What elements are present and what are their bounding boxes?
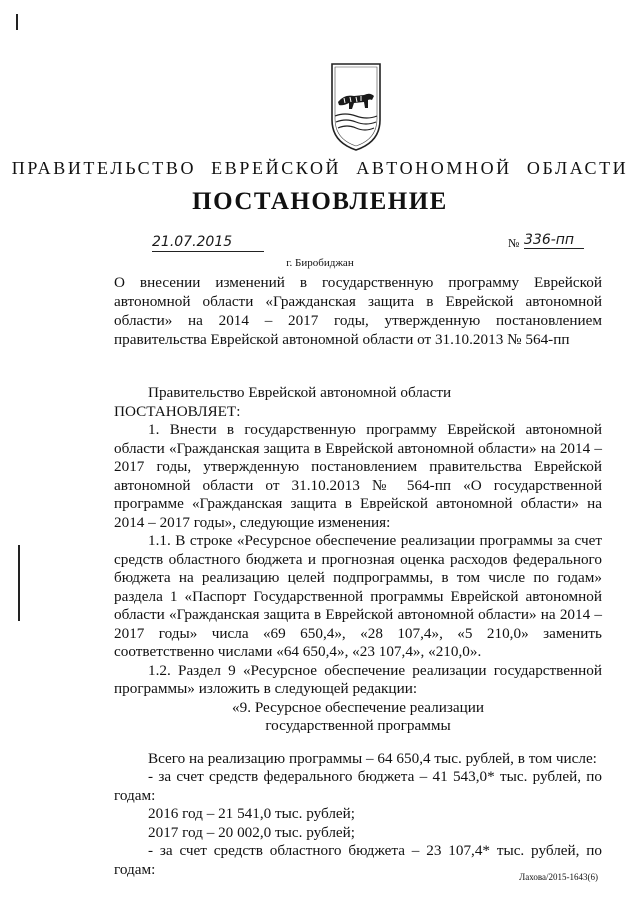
document-number: 336-пп: [524, 232, 584, 249]
footer-reference: Лахова/2015-1643(6): [519, 872, 598, 882]
government-name: ПРАВИТЕЛЬСТВО ЕВРЕЙСКОЙ АВТОНОМНОЙ ОБЛАСТИ: [11, 158, 629, 178]
scan-mark-top: [16, 14, 18, 30]
paragraph-1-1: 1.1. В строке «Ресурсное обеспечение реализации программы за счет средств областного бюджета и прогнозная оценка расходов федерального бюджета на реализацию целей подпрограммы, в том числе по годам» раздела 1 «Паспорт Государственной программы Еврейской автономной области «Гражданская защита в Еврейской автономной области» на 2014 – 2017 годы» числа «69 650,4», «28 107,4», «5 210,0» заменить соответственно числами «64 650,4», «23 107,4», «210,0».: [114, 532, 602, 660]
document-date: 21.07.2015: [152, 234, 264, 252]
document-body: [114, 384, 602, 879]
scan-mark-middle: [18, 545, 20, 621]
resolves-line: ПОСТАНОВЛЯЕТ:: [114, 402, 241, 420]
intro-line: Правительство Еврейской автономной области: [148, 384, 452, 401]
document-type-title: ПОСТАНОВЛЕНИЕ: [192, 188, 448, 215]
total-funding: Всего на реализацию программы – 64 650,4 тыс. рублей, в том числе:: [148, 749, 597, 767]
city-name: г. Биробиджан: [286, 257, 354, 269]
section-title-line-1: «9. Ресурсное обеспечение реализации: [232, 698, 484, 716]
funding-2017: 2017 год – 20 002,0 тыс. рублей;: [148, 823, 356, 841]
document-subject: О внесении изменений в государственную программу Еврейской автономной области «Гражданская защита в Еврейской автономной области» на 2014 – 2017 годы, утвержденную постановлением правительства Еврейской автономной области от 31.10.2013 № 564-пп: [114, 274, 602, 348]
number-label: №: [508, 236, 520, 250]
federal-funding: - за счет средств федерального бюджета – 41 543,0* тыс. рублей, по годам:: [114, 768, 602, 804]
coat-of-arms-emblem: [330, 62, 382, 152]
paragraph-1-2: 1.2. Раздел 9 «Ресурсное обеспечение реализации государственной программы» изложить в следующей редакции:: [114, 661, 602, 697]
paragraph-1: 1. Внести в государственную программу Еврейской автономной области «Гражданская защита в Еврейской автономной области» на 2014 – 2017 годы, утвержденную постановлением правительства Еврейской автономной области от 31.10.2013 № 564-пп «О государственной программе «Гражданская защита в Еврейской автономной области» на 2014 – 2017 годы», следующие изменения:: [114, 421, 602, 531]
section-title-line-2: государственной программы: [265, 717, 451, 734]
funding-2016: 2016 год – 21 541,0 тыс. рублей;: [148, 805, 356, 822]
regional-funding: - за счет средств областного бюджета – 23 107,4* тыс. рублей, по годам:: [114, 842, 602, 878]
